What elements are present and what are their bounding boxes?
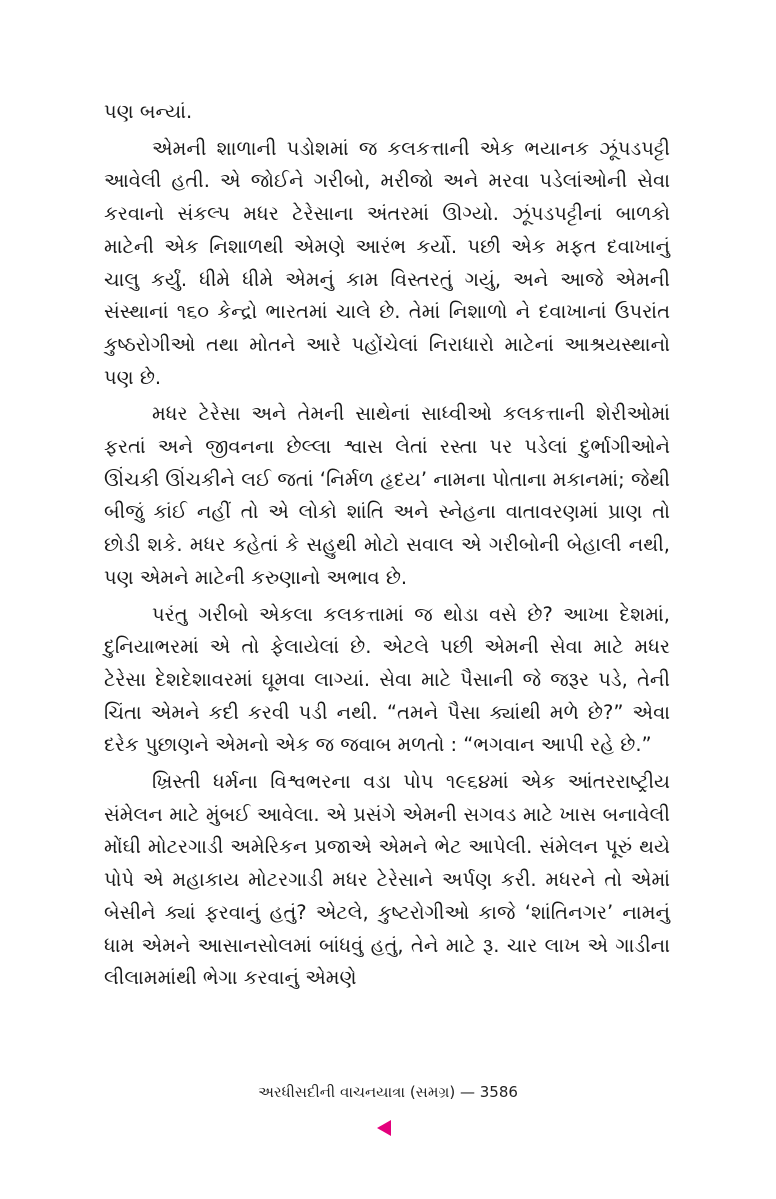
paragraph: પરંતુ ગરીબો એકલા કલકત્તામાં જ થોડા વસે છે? આખા દેશમાં, દુનિયાભરમાં એ તો ફેલાયેલાં છે. એટલે પછી એમની સેવા માટે મધર ટેરેસા દેશદેશાવરમાં ઘૂમવા લાગ્યાં. સેવા માટે પૈસાની જે જરૂર પડે, તેની ચિંતા એમને કદી કરવી પડી નથી. “તમને પૈસા ક્યાંથી મળે છે?” એવા દરેક પુછાણને એમનો એક જ જવાબ મળતો : “ભગવાન આપી રહે છે.” bbox=[104, 602, 670, 757]
page-body bbox=[104, 96, 670, 995]
page-footer: અરધીસદીની વાચનયાત્રા (સમગ્ર) — 3586 bbox=[258, 1083, 518, 1101]
paragraph-continuation: પણ બન્યાં. bbox=[104, 100, 193, 123]
previous-page-icon[interactable] bbox=[377, 1120, 391, 1136]
paragraph: મધર ટેરેસા અને તેમની સાથેનાં સાધ્વીઓ કલકત્તાની શેરીઓમાં ફરતાં અને જીવનના છેલ્લા શ્વાસ લેતાં રસ્તા પર પડેલાં દુર્ભાગીઓને ઊંચકી ઊંચકીને લઈ જતાં ‘નિર્મળ હૃદય’ નામના પોતાના મકાનમાં; જેથી બીજું કાંઈ નહીં તો એ લોકો શાંતિ અને સ્નેહના વાતાવરણમાં પ્રાણ તો છોડી શકે. મધર કહેતાં કે સહુથી મોટો સવાલ એ ગરીબોની બેહાલી નથી, પણ એમને માટેની કરુણાનો અભાવ છે. bbox=[104, 402, 670, 589]
paragraph: એમની શાળાની પડોશમાં જ કલકત્તાની એક ભયાનક ઝૂંપડપટ્ટી આવેલી હતી. એ જોઈને ગરીબો, મરીજો અને મરવા પડેલાંઓની સેવા કરવાનો સંકલ્પ મધર ટેરેસાના અંતરમાં ઊગ્યો. ઝૂંપડપટ્ટીનાં બાળકો માટેની એક નિશાળથી એમણે આરંભ કર્યો. પછી એક મફત દવાખાનું ચાલુ કર્યું. ધીમે ધીમે એમનું કામ વિસ્તરતું ગયું, અને આજે એમની સંસ્થાનાં ૧૬૦ કેન્દ્રો ભારતમાં ચાલે છે. તેમાં નિશાળો ને દવાખાનાં ઉપરાંત કુષ્ઠરોગીઓ તથા મોતને આરે પહોંચેલાં નિરાધારો માટેનાં આશ્રયસ્થાનો પણ છે. bbox=[104, 136, 670, 389]
paragraph: ખ્રિસ્તી ધર્મના વિશ્વભરના વડા પોપ ૧૯૬૪માં એક આંતરરાષ્ટ્રીય સંમેલન માટે મુંબઈ આવેલા. એ પ્રસંગે એમની સગવડ માટે ખાસ બનાવેલી મોંઘી મોટરગાડી અમેરિકન પ્રજાએ એમને ભેટ આપેલી. સંમેલન પૂરું થયે પોપે એ મહાકાય મોટરગાડી મધર ટેરેસાને અર્પણ કરી. મધરને તો એમાં બેસીને ક્યાં ફરવાનું હતું? એટલે, કુષ્ટરોગીઓ કાજે ‘શાંતિનગર’ નામનું ધામ એમને આસાનસોલમાં બાંધવું હતું, તેને માટે રૂ. ચાર લાખ એ ગાડીના લીલામમાંથી ભેગા કરવાનું એમણે bbox=[104, 770, 670, 990]
